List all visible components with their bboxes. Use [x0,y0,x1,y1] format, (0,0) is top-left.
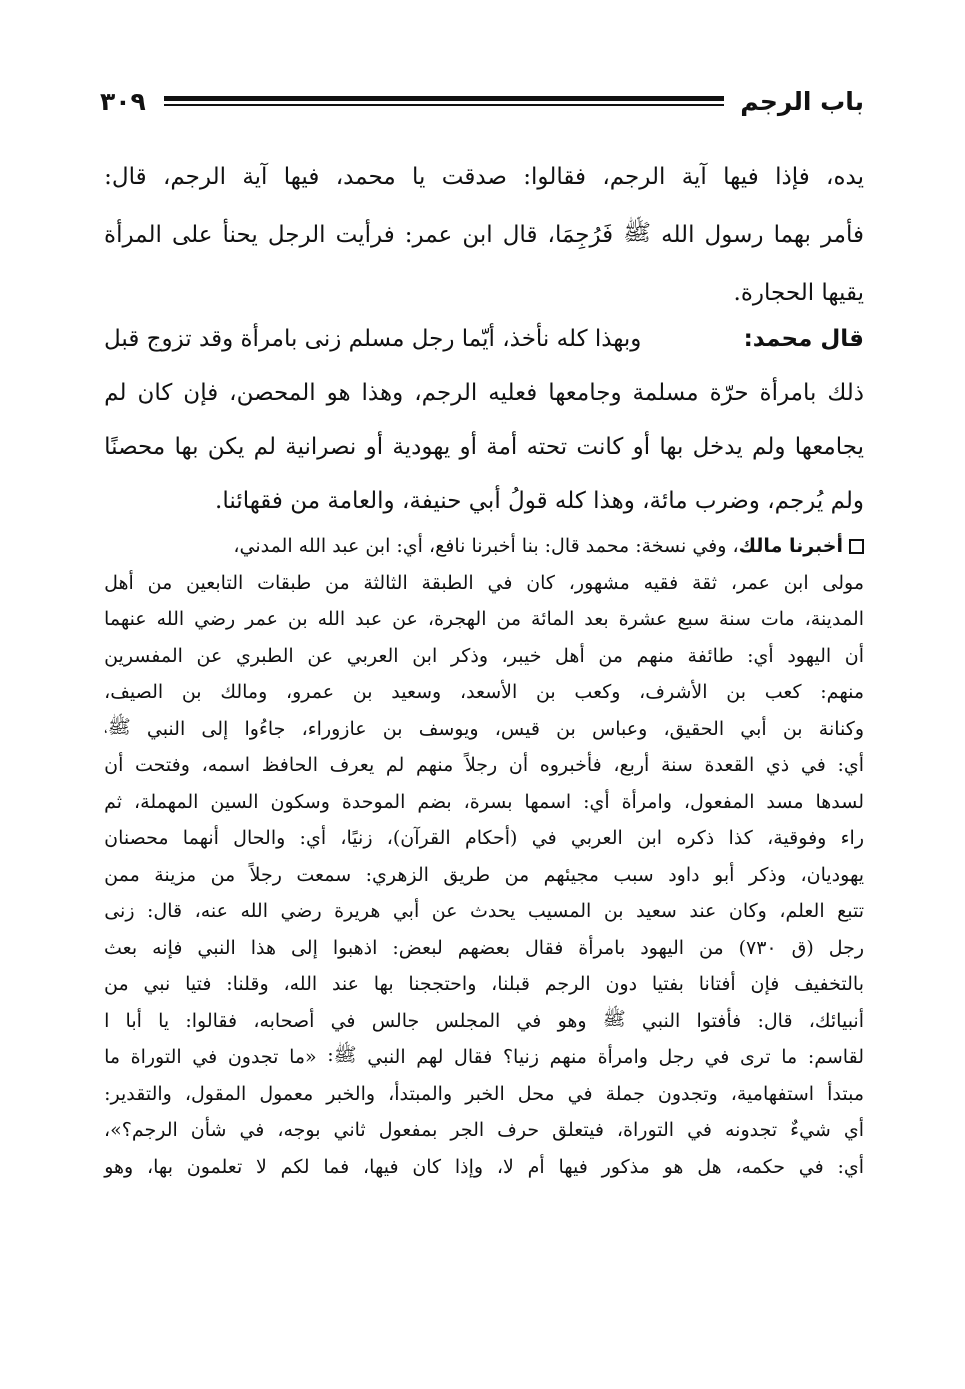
text-line: المدينة، مات سنة سبع عشرة بعد المائة من الهجرة، عن عبد الله بن عمر رضي الله عنهما [104,608,864,631]
text-line: منهم: كعب بن الأشرف، وكعب بن الأسعد، وسعيد بن عمرو، ومالك بن الصيف، [104,681,864,704]
chapter-title: باب الرجم [740,86,864,116]
page-number: ٣٠٩ [100,86,146,116]
text-line: وكنانة بن أبي الحقيق، وعباس بن قيس، ويوسف بن عازوراء، جاءُوا إلى النبي ﷺ، [104,715,864,740]
text-line: يقيها الحجارة. [733,280,864,306]
text-line: أن اليهود أي: طائفة منهم من أهل خيبر، وذكر ابن العربي عن الطبري عن المفسرين [104,644,864,667]
text-line: مولى ابن عمر، ثقة فقيه مشهور، كان في الطبقة الثالثة من طبقات التابعين من أهل [104,571,864,594]
header-rule-thin [164,104,724,106]
header-rule-thick [164,96,724,101]
text-line: راء وفوقية، كذا ذكره ابن العربي في (أحكام القرآن)، زنيًا، أي: والحال أنهما محصنان [104,827,864,850]
text-line: أنبيائك، قال: فأفتوا النبي ﷺ وهو في المجلس جالس في أصحابه، فقالوا: يا أبا ا [104,1007,864,1032]
page-header [100,78,864,124]
text-line: رجل (ق ٧٣٠) من اليهود بامرأة فقال بعضهم لبعض: اذهبوا إلى هذا النبي فإنه بعث [104,936,864,959]
text-line: مبتدأ استفهامية، وتجدون جملة في محل الخبر والمبتدأ، والخبر معمول المقول، والتقدير: [104,1082,864,1105]
text-line-rest: ، وفي نسخة: محمد قال: بنا أخبرنا نافع، أي: ابن عبد الله المدني، [233,535,739,558]
commentary-section [104,528,864,1185]
text-line: ذلك بامرأة حرّة مسلمة وجامعها فعليه الرجم، وهذا هو المحصن، فإن كان لم [104,380,864,406]
commentary-lead: أخبرنا مالك [738,535,843,558]
text-line: لقاسم: ما ترى في رجل وامرأة منهم زنيا؟ فقال لهم النبي ﷺ: «ما تجدون في التوراة ما [104,1044,864,1069]
square-outline-icon [849,539,864,554]
text-line: أي شيءٌ تجدونه في التوراة، فيتعلق حرف الجر بمفعول ثاني بوجه، في شأن الرجم؟»، [104,1119,864,1142]
speaker-heading: قال محمد: [743,326,864,352]
header-rule [164,96,724,106]
text-line: فأمر بهما رسول الله ﷺ فَرُجِمَا، قال ابن عمر: فرأيت الرجل يحنأ على المرأة [104,220,864,248]
text-line: أي: في حكمه، هل هو مذكور فيها أم لا، وإذا كان فيها، فما لكم لا تعلمون بها، وهو [104,1155,864,1178]
text-line: أي: في ذي القعدة سنة أربع، فأخبروه أن رجلاً منهم لم يعرف الحافظ اسمه، وفتحت أن [104,754,864,777]
top-paragraph [104,148,864,322]
text-line: يجامعها ولم يدخل بها أو كانت تحته أمة أو يهودية أو نصرانية لم يكن بها محصنًا [104,434,864,460]
text-line: تتبع العلم، وكان عند سعيد بن المسيب يحدث عن أبي هريرة رضي الله عنه، قال: زنى [104,900,864,923]
text-line-rest: وبهذا كله نأخذ، أيّما رجل مسلم زنى بامرأة وقد تزوج قبل [104,326,642,352]
text-line [104,528,864,565]
text-line [104,312,864,366]
text-line: ولم يُرجم، وضرب مائة، وهذا كله قولُ أبي حنيفة، والعامة من فقهائنا. [215,488,864,514]
text-line: يهوديان، وذكر أبو داود سبب مجيئهم من طريق الزهري: سمعت رجلاً من مزينة ممن [104,863,864,886]
text-line: لسدها مسد المفعول، وامرأة أي: اسمها بسرة، بضم الموحدة وسكون السين المهملة، ثم [104,790,864,813]
main-paragraph [104,312,864,528]
text-line: بالتخفيف فإن أفتانا بفتيا دون الرجم قبلنا، واحتججنا بها عند الله، وقلنا: فتيا نبي من [104,973,864,996]
text-line: يده، فإذا فيها آية الرجم، فقالوا: صدقت يا محمد، فيها آية الرجم، قال: [104,164,864,190]
